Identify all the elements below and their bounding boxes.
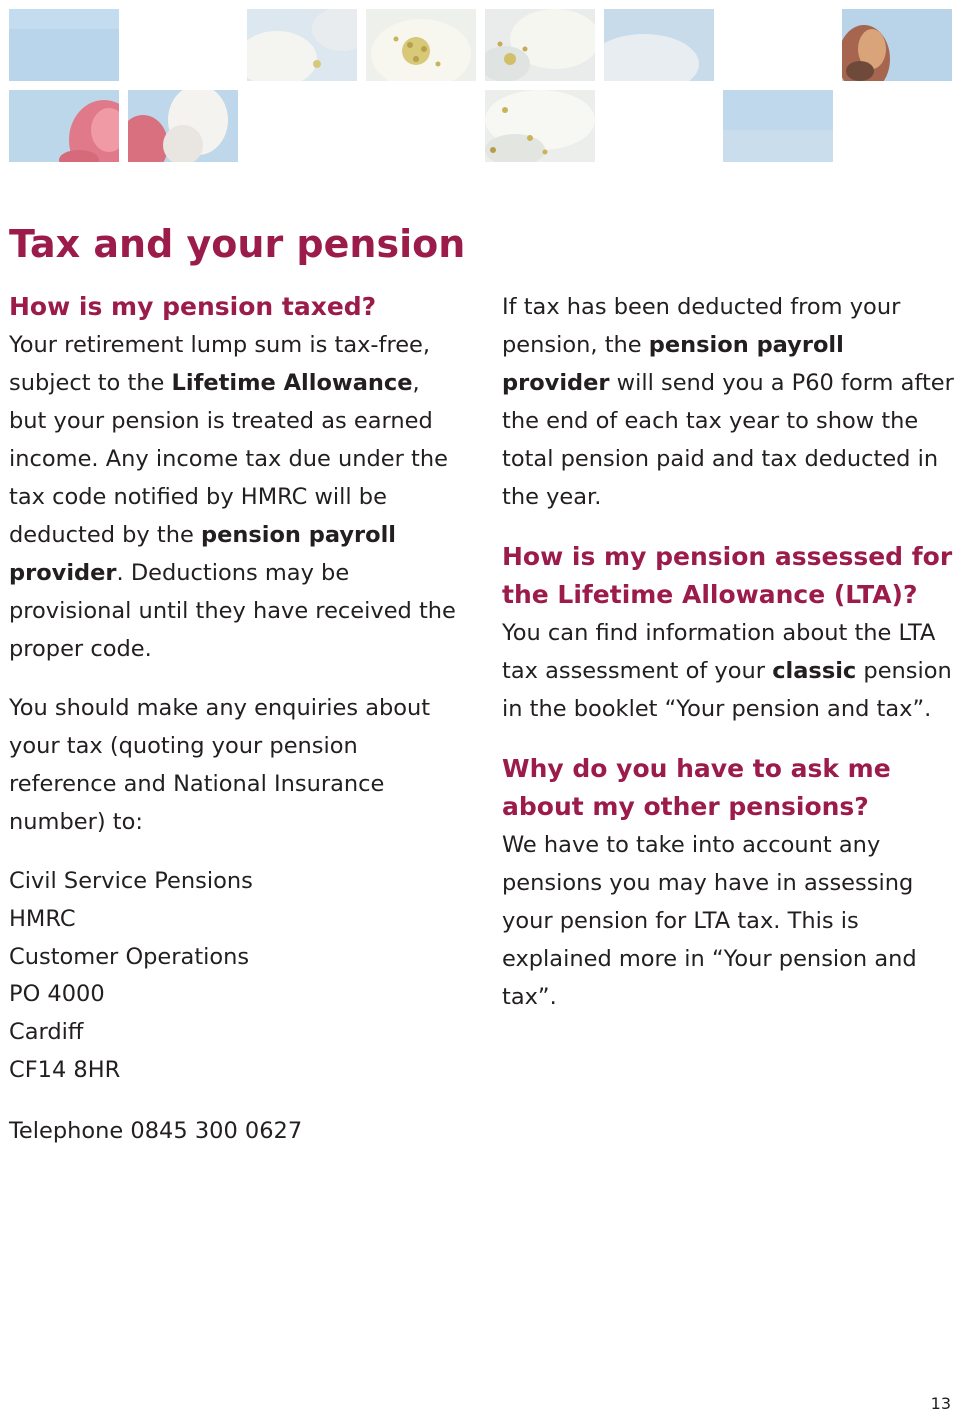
photo-tile bbox=[9, 9, 119, 81]
telephone-number: Telephone 0845 300 0627 bbox=[9, 1117, 303, 1144]
photo-tile bbox=[366, 9, 476, 81]
address-line: Cardiff bbox=[9, 1019, 84, 1046]
enquiries-paragraph: You should make any enquiries about your tax (quoting your pension reference and National Insurance number) to: bbox=[9, 695, 431, 835]
term-pension-payroll-provider: pension payroll provider bbox=[9, 522, 397, 586]
term-classic: classic bbox=[772, 658, 857, 684]
photo-tile bbox=[247, 9, 357, 81]
pension-taxed-body bbox=[9, 326, 464, 668]
section-heading-pension-taxed: How is my pension taxed? bbox=[9, 292, 377, 321]
address-line: PO 4000 bbox=[9, 981, 105, 1008]
contact-address bbox=[9, 863, 464, 1090]
photo-tile bbox=[723, 90, 833, 162]
term-pension-payroll-provider: pension payroll provider bbox=[502, 332, 844, 396]
photo-tile bbox=[128, 90, 238, 162]
section-heading-lta-assessment: How is my pension assessed for the Lifetime Allowance (LTA)? bbox=[502, 542, 953, 609]
body-text: Your retirement lump sum is tax-free, subject to the bbox=[9, 332, 431, 396]
address-line: Customer Operations bbox=[9, 943, 250, 970]
body-text: , but your pension is treated as earned income. Any income tax due under the tax code notified by HMRC will be deducted by the bbox=[9, 370, 448, 548]
right-column bbox=[502, 288, 954, 1016]
left-column bbox=[9, 288, 464, 1150]
body-text: pension in the booklet “Your pension and tax”. bbox=[502, 658, 952, 722]
photo-tile bbox=[9, 90, 119, 162]
address-line: CF14 8HR bbox=[9, 1056, 121, 1083]
photo-tile bbox=[485, 9, 595, 81]
photo-tile bbox=[842, 9, 952, 81]
body-text: If tax has been deducted from your pension, the bbox=[502, 294, 901, 358]
page-title: Tax and your pension bbox=[9, 222, 466, 266]
other-pensions-body: We have to take into account any pensions you may have in assessing your pension for LTA tax. This is explained more in “Your pension and tax”. bbox=[502, 832, 917, 1010]
photo-tile bbox=[604, 9, 714, 81]
address-line: HMRC bbox=[9, 905, 76, 932]
lta-assessment-body bbox=[502, 614, 954, 728]
body-text: . Deductions may be provisional until they have received the proper code. bbox=[9, 560, 456, 662]
section-heading-other-pensions: Why do you have to ask me about my other pensions? bbox=[502, 754, 891, 821]
term-lifetime-allowance: Lifetime Allowance bbox=[171, 370, 413, 396]
body-text: You can find information about the LTA tax assessment of your bbox=[502, 620, 936, 684]
page-number: 13 bbox=[930, 1394, 951, 1413]
p60-paragraph bbox=[502, 288, 954, 516]
body-text: will send you a P60 form after the end of each tax year to show the total pension paid and tax deducted in the year. bbox=[502, 370, 954, 510]
address-line: Civil Service Pensions bbox=[9, 868, 253, 894]
photo-tile bbox=[485, 90, 595, 162]
